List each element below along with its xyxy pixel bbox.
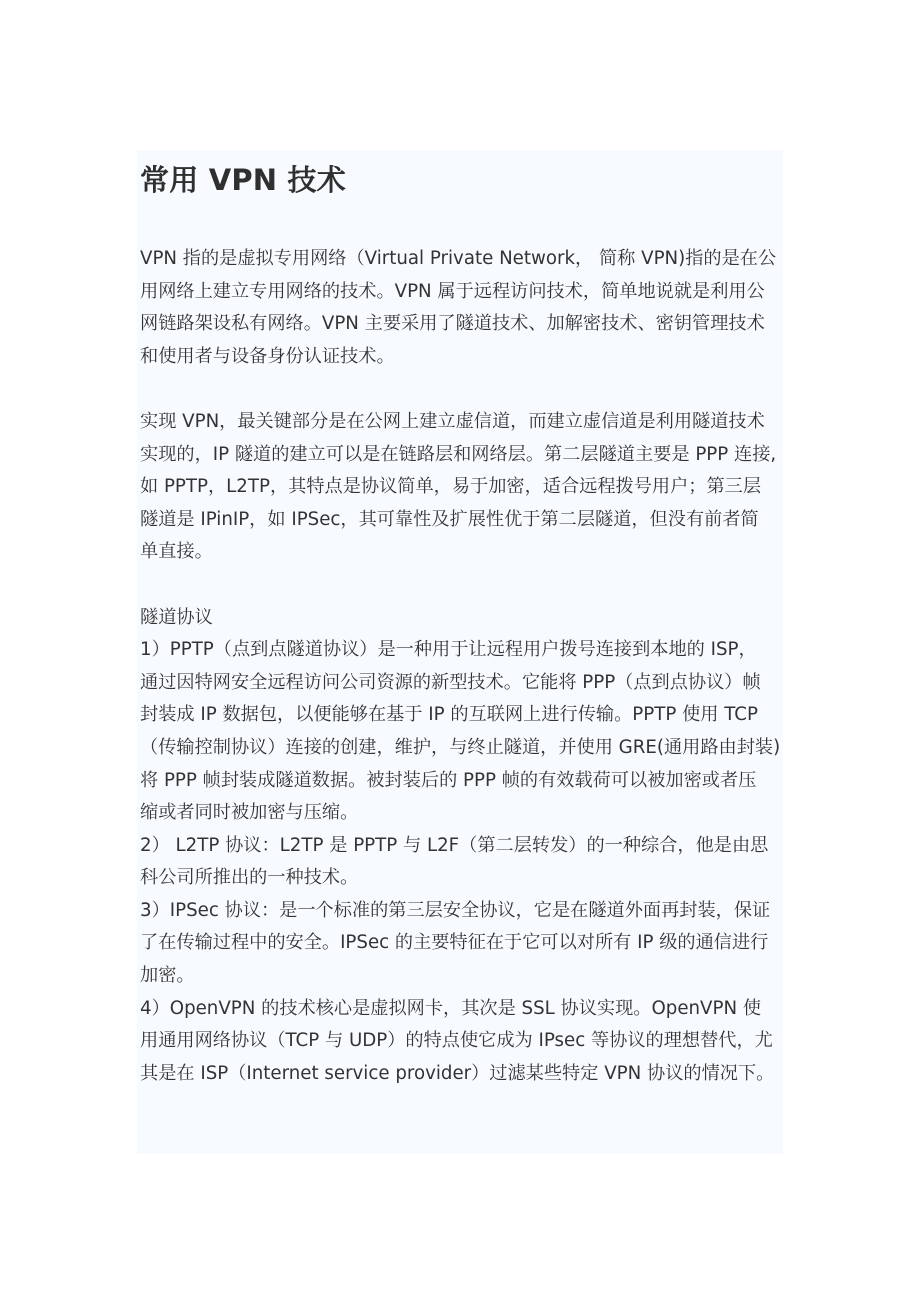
text-line: 用通用网络协议（TCP 与 UDP）的特点使它成为 IPsec 等协议的理想替代，尤 xyxy=(140,1030,773,1052)
text-line: 4）OpenVPN 的技术核心是虚拟网卡，其次是 SSL 协议实现。OpenVPN 使 xyxy=(140,997,762,1019)
text-line: 用网络上建立专用网络的技术。VPN 属于远程访问技术，简单地说就是利用公 xyxy=(140,280,765,302)
text-line: 了在传输过程中的安全。IPSec 的主要特征在于它可以对所有 IP 级的通信进行 xyxy=(140,932,769,954)
text-line: 通过因特网安全远程访问公司资源的新型技术。它能将 PPP（点到点协议）帧 xyxy=(140,671,761,693)
text-line: 2） L2TP 协议：L2TP 是 PPTP 与 L2F（第二层转发）的一种综合，他是由思 xyxy=(140,834,769,856)
text-line: 单直接。 xyxy=(140,541,213,563)
text-line: 1）PPTP（点到点隧道协议）是一种用于让远程用户拨号连接到本地的 ISP， xyxy=(140,639,757,661)
paragraph-intro xyxy=(140,243,780,373)
text-line: VPN 指的是虚拟专用网络（Virtual Private Network， 简称 VPN)指的是在公 xyxy=(140,248,777,269)
text-line: 实现 VPN，最关键部分是在公网上建立虚信道，而建立虚信道是利用隧道技术 xyxy=(140,410,765,432)
text-line: 网链路架设私有网络。VPN 主要采用了隧道技术、加解密技术、密钥管理技术 xyxy=(140,313,765,335)
text-line: 实现的，IP 隧道的建立可以是在链路层和网络层。第二层隧道主要是 PPP 连接, xyxy=(140,443,777,465)
text-line: 缩或者同时被加密与压缩。 xyxy=(140,802,359,824)
text-line: 其是在 ISP（Internet service provider）过滤某些特定 VPN 协议的情况下。 xyxy=(140,1062,775,1084)
text-line: 如 PPTP，L2TP，其特点是协议简单，易于加密，适合远程拨号用户；第三层 xyxy=(140,476,762,498)
text-line: 3）IPSec 协议：是一个标准的第三层安全协议，它是在隧道外面再封装，保证 xyxy=(140,899,771,921)
text-line: 隧道是 IPinIP，如 IPSec，其可靠性及扩展性优于第二层隧道，但没有前者简 xyxy=(140,508,759,530)
section-heading-line: 隧道协议 xyxy=(140,606,213,628)
text-line: 和使用者与设备身份认证技术。 xyxy=(140,345,395,367)
article-content xyxy=(137,150,783,1154)
title-spacer xyxy=(140,198,780,243)
text-line: 将 PPP 帧封装成隧道数据。被封装后的 PPP 帧的有效载荷可以被加密或者压 xyxy=(140,769,757,791)
text-line: 封装成 IP 数据包，以便能够在基于 IP 的互联网上进行传输。PPTP 使用 TCP xyxy=(140,704,758,726)
text-line: 加密。 xyxy=(140,965,195,987)
page-title: 常用 VPN 技术 xyxy=(140,163,346,197)
paragraph-tunnel-protocols xyxy=(140,602,780,1091)
text-line: （传输控制协议）连接的创建，维护，与终止隧道，并使用 GRE(通用路由封装) xyxy=(140,736,781,758)
text-line: 科公司所推出的一种技术。 xyxy=(140,867,359,889)
paragraph-implementation xyxy=(140,406,780,569)
paragraph-gap xyxy=(140,569,780,602)
paragraph-gap xyxy=(140,373,780,406)
